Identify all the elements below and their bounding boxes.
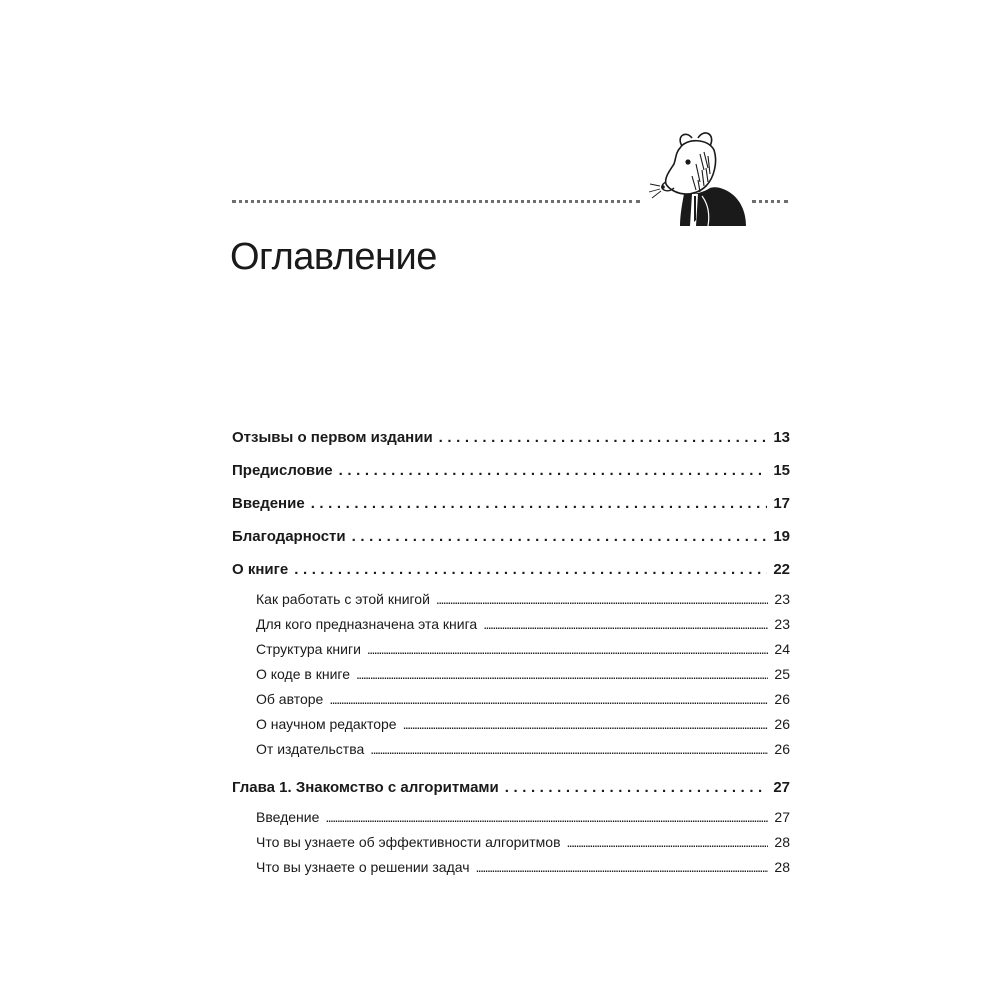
toc-entry-label: Предисловие	[232, 462, 333, 479]
toc-entry-page: 23	[774, 616, 790, 632]
toc-entry-page: 26	[774, 691, 790, 707]
toc-entry-page: 26	[774, 716, 790, 732]
toc-entry[interactable]	[232, 556, 790, 589]
toc-leader-dots	[436, 587, 769, 612]
toc-entry-page: 15	[773, 462, 790, 479]
toc-entry-label: Для кого предназначена эта книга	[256, 616, 478, 632]
toc-entry-label: О книге	[232, 561, 289, 578]
toc-leader-dots	[483, 612, 768, 637]
toc-entry[interactable]	[232, 774, 790, 807]
rat-mascot-illustration	[646, 124, 750, 228]
toc-entry-page: 19	[773, 528, 790, 545]
toc-entry-label: Что вы узнаете об эффективности алгоритмов	[256, 834, 561, 850]
toc-leader-dots	[370, 737, 768, 762]
dotted-rule-right	[752, 200, 788, 203]
toc-entry-page: 27	[774, 809, 790, 825]
toc-subentry[interactable]	[232, 687, 790, 712]
toc-entry-label: Об авторе	[256, 691, 324, 707]
toc-subentry[interactable]	[232, 637, 790, 662]
toc-entry-page: 22	[773, 561, 790, 578]
toc-entry-page: 25	[774, 666, 790, 682]
toc-subentry[interactable]	[232, 662, 790, 687]
toc-subentry[interactable]	[232, 830, 790, 855]
dotted-rule-left	[232, 200, 640, 203]
toc-leader-dots	[325, 805, 768, 830]
toc-entry-page: 13	[773, 429, 790, 446]
toc-subentry[interactable]	[232, 587, 790, 612]
toc-entry-label: О научном редакторе	[256, 716, 397, 732]
toc-entry-label: О коде в книге	[256, 666, 350, 682]
toc-entry-label: Глава 1. Знакомство с алгоритмами	[232, 779, 499, 796]
toc-leader-dots	[329, 687, 768, 712]
toc-entry-page: 26	[774, 741, 790, 757]
toc-leader-dots	[294, 556, 767, 583]
toc-leader-dots	[311, 490, 768, 517]
toc-entry-label: Что вы узнаете о решении задач	[256, 859, 470, 875]
toc-entry-page: 28	[774, 834, 790, 850]
toc-entry-label: От издательства	[256, 741, 365, 757]
toc-entry[interactable]	[232, 490, 790, 523]
toc-entry-label: Введение	[232, 495, 305, 512]
toc-leader-dots	[439, 424, 768, 451]
toc-leader-dots	[339, 457, 768, 484]
toc-entry[interactable]	[232, 523, 790, 556]
table-of-contents	[232, 424, 790, 880]
toc-subentry[interactable]	[232, 737, 790, 762]
toc-leader-dots	[367, 637, 769, 662]
toc-subentry[interactable]	[232, 805, 790, 830]
toc-entry-page: 24	[774, 641, 790, 657]
toc-entry-page: 28	[774, 859, 790, 875]
toc-entry-page: 17	[773, 495, 790, 512]
toc-leader-dots	[476, 855, 769, 880]
toc-leader-dots	[356, 662, 768, 687]
toc-subentry[interactable]	[232, 612, 790, 637]
toc-leader-dots	[403, 712, 769, 737]
toc-subentry[interactable]	[232, 855, 790, 880]
toc-entry-label: Благодарности	[232, 528, 346, 545]
toc-leader-dots	[352, 523, 768, 550]
toc-entry-label: Как работать с этой книгой	[256, 591, 430, 607]
page-title: Оглавление	[230, 236, 437, 278]
toc-entry-label: Введение	[256, 809, 320, 825]
toc-entry-page: 23	[774, 591, 790, 607]
toc-entry-label: Структура книги	[256, 641, 361, 657]
toc-subentry[interactable]	[232, 712, 790, 737]
toc-entry-label: Отзывы о первом издании	[232, 429, 433, 446]
toc-leader-dots	[505, 774, 768, 801]
toc-entry[interactable]	[232, 424, 790, 457]
toc-entry[interactable]	[232, 457, 790, 490]
toc-leader-dots	[567, 830, 769, 855]
toc-entry-page: 27	[773, 779, 790, 796]
